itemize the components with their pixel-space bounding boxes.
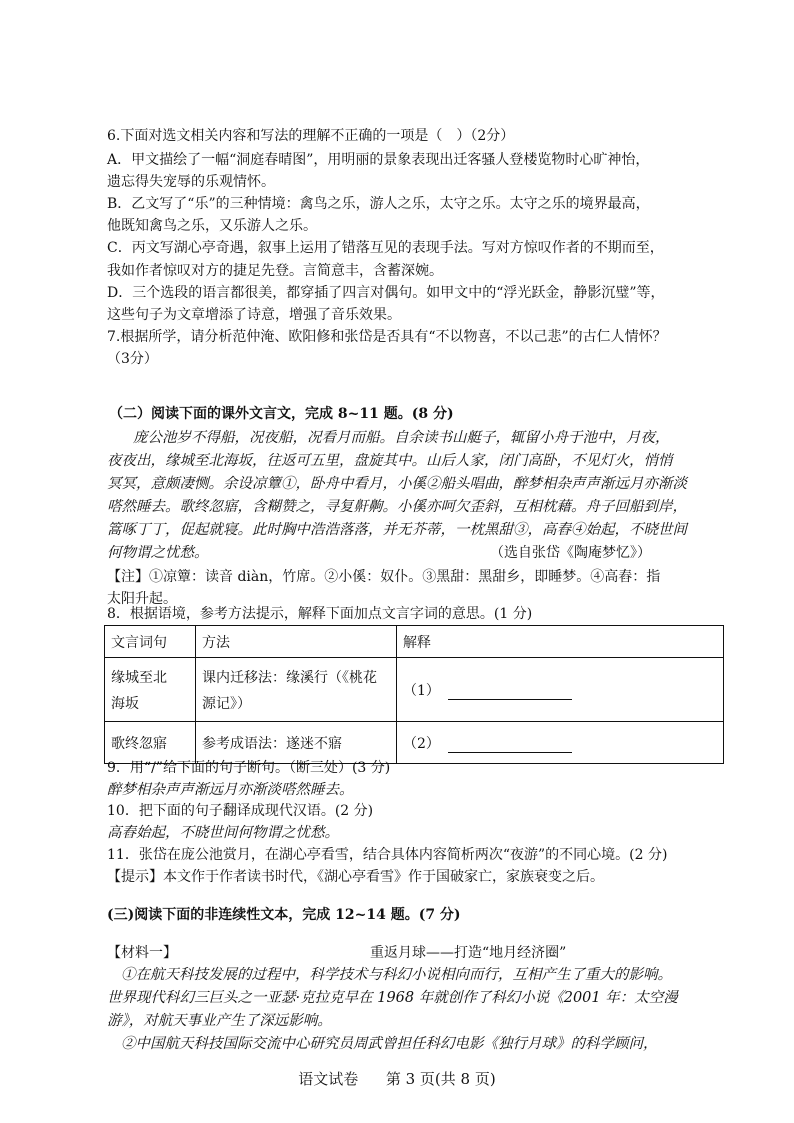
footer-subject: 语文试卷 (298, 1070, 359, 1088)
q6-option-c-line2: 我如作者惊叹对方的捷足先登。言简意丰，含蓄深婉。 (107, 263, 443, 279)
passage-line-3: 冥冥，意颇凄恻。余设凉簟①，卧舟中看月，小傒②船头唱曲，醉梦相杂声声渐远月亦渐淡 (107, 476, 687, 492)
answer-blank-1[interactable] (448, 685, 572, 700)
passage-line-5: 篙啄丁丁，促起就寝。此时胸中浩浩落落，并无芥蒂，一枕黑甜③，高舂④始起，不晓世间 (107, 522, 687, 538)
footer-page-number: 第 3 页(共 8 页) (385, 1070, 496, 1088)
table-cell-method (196, 658, 397, 722)
table-row (105, 658, 724, 722)
table-cell-phrase: 歌终忽寤 (105, 722, 196, 764)
material-line-1: ①在航天科技发展的过程中，科学技术与科幻小说相向而行，互相产生了重大的影响。 (121, 967, 672, 983)
q10-stem: 10．把下面的句子翻译成现代汉语。(2 分) (107, 803, 374, 819)
material-label: 【材料一】 (107, 945, 177, 961)
passage-line-4: 嗒然睡去。歌终忽寤，含糊赞之，寻复鼾齁。小傒亦呵欠歪斜，互相枕藉。舟子回船到岸， (107, 499, 687, 515)
q6-option-d-line2: 这些句子为文章增添了诗意，增强了音乐效果。 (107, 307, 401, 323)
table-header-cell: 文言词句 (105, 626, 196, 658)
q6-option-a-line2: 遗忘得失宠辱的乐观情怀。 (107, 174, 275, 190)
answer-label-1: （1） (403, 682, 440, 699)
method-line1: 课内迁移法：缘溪行（《桃花 (202, 669, 377, 686)
q10-text: 高舂始起，不晓世间何物谓之忧愁。 (107, 825, 339, 841)
section-2-title: （二）阅读下面的课外文言文，完成 8~11 题。(8 分) (109, 406, 454, 422)
passage-note-line1: 【注】①凉簟：读音 diàn，竹席。②小傒：奴仆。③黑甜：黑甜乡，即睡梦。④高舂：指 (107, 569, 661, 585)
answer-blank-2[interactable] (448, 738, 572, 753)
table-header-cell: 方法 (196, 626, 397, 658)
material-line-3: 游》，对航天事业产生了深远影响。 (107, 1013, 332, 1029)
table-cell-method: 参考成语法：遂迷不寤 (196, 722, 397, 764)
phrase-line2: 海坂 (111, 695, 139, 712)
material-line-2: 世界现代科幻三巨头之一亚瑟·克拉克早在 1968 年就创作了科幻小说《2001 年：太空漫 (107, 990, 678, 1006)
table-cell-phrase (105, 658, 196, 722)
q11-stem: 11．张岱在庞公池赏月，在湖心亭看雪，结合具体内容简析两次“夜游”的不同心境。(2 分) (107, 847, 668, 863)
passage-line-2: 夜夜出，缘城至北海坂，往返可五里，盘旋其中。山后人家，闭门高卧，不见灯火，悄悄 (107, 453, 673, 469)
method-line2: 源记》） (202, 695, 251, 712)
q9-stem: 9．用“/”给下面的句子断句。（断三处）(3 分) (107, 760, 391, 776)
q6-option-c-line1: C．丙文写湖心亭奇遇，叙事上运用了错落互见的表现手法。写对方惊叹作者的不期而至， (107, 240, 664, 256)
answer-label-2: （2） (403, 735, 440, 752)
q7-stem-line1: 7.根据所学，请分析范仲淹、欧阳修和张岱是否具有“不以物喜，不以己悲”的古仁人情怀？ (107, 329, 667, 345)
passage-source: （选自张岱《陶庵梦忆》） (490, 545, 651, 561)
material-title: 重返月球——打造“地月经济圈” (370, 945, 567, 961)
material-line-4: ②中国航天科技国际交流中心研究员周武曾担任科幻电影《独行月球》的科学顾问， (121, 1036, 658, 1052)
page-footer (0, 1068, 794, 1089)
q8-stem: 8．根据语境，参考方法提示，解释下面加点文言字词的意思。(1 分) (107, 606, 533, 622)
q6-option-a-line1: A．甲文描绘了一幅“洞庭春晴图”，用明丽的景象表现出迁客骚人登楼览物时心旷神怡， (107, 152, 650, 168)
passage-line-1: 庞公池岁不得船，况夜船，况看月而船。自余读书山艇子，辄留小舟于池中，月夜， (133, 430, 670, 446)
table-cell-answer (397, 722, 724, 764)
section-3-title: (三)阅读下面的非连续性文本，完成 12~14 题。(7 分) (107, 907, 461, 923)
q8-table (104, 625, 724, 764)
q6-option-b-line1: B．乙文写了“乐”的三种情境：禽鸟之乐，游人之乐，太守之乐。太守之乐的境界最高， (107, 196, 650, 212)
passage-line-6: 何物谓之忧愁。 (107, 545, 209, 561)
table-header-cell: 解释 (397, 626, 724, 658)
q9-text: 醉梦相杂声声渐远月亦渐淡嗒然睡去。 (107, 782, 354, 798)
q11-hint: 【提示】本文作于作者读书时代，《湖心亭看雪》作于国破家亡，家族衰变之后。 (107, 869, 604, 885)
q6-stem: 6.下面对选文相关内容和写法的理解不正确的一项是（ ）（2分） (107, 128, 515, 144)
table-header-row (105, 626, 724, 658)
table-cell-answer (397, 658, 724, 722)
q7-stem-line2: （3分） (107, 351, 158, 367)
passage-note-line2: 太阳升起。 (107, 591, 177, 607)
q6-option-d-line1: D．三个选段的语言都很美，都穿插了四言对偶句。如甲文中的“浮光跃金，静影沉璧”等， (107, 285, 665, 301)
q6-option-b-line2: 他既知禽鸟之乐，又乐游人之乐。 (107, 218, 317, 234)
phrase-line1: 缘城至北 (111, 669, 167, 686)
